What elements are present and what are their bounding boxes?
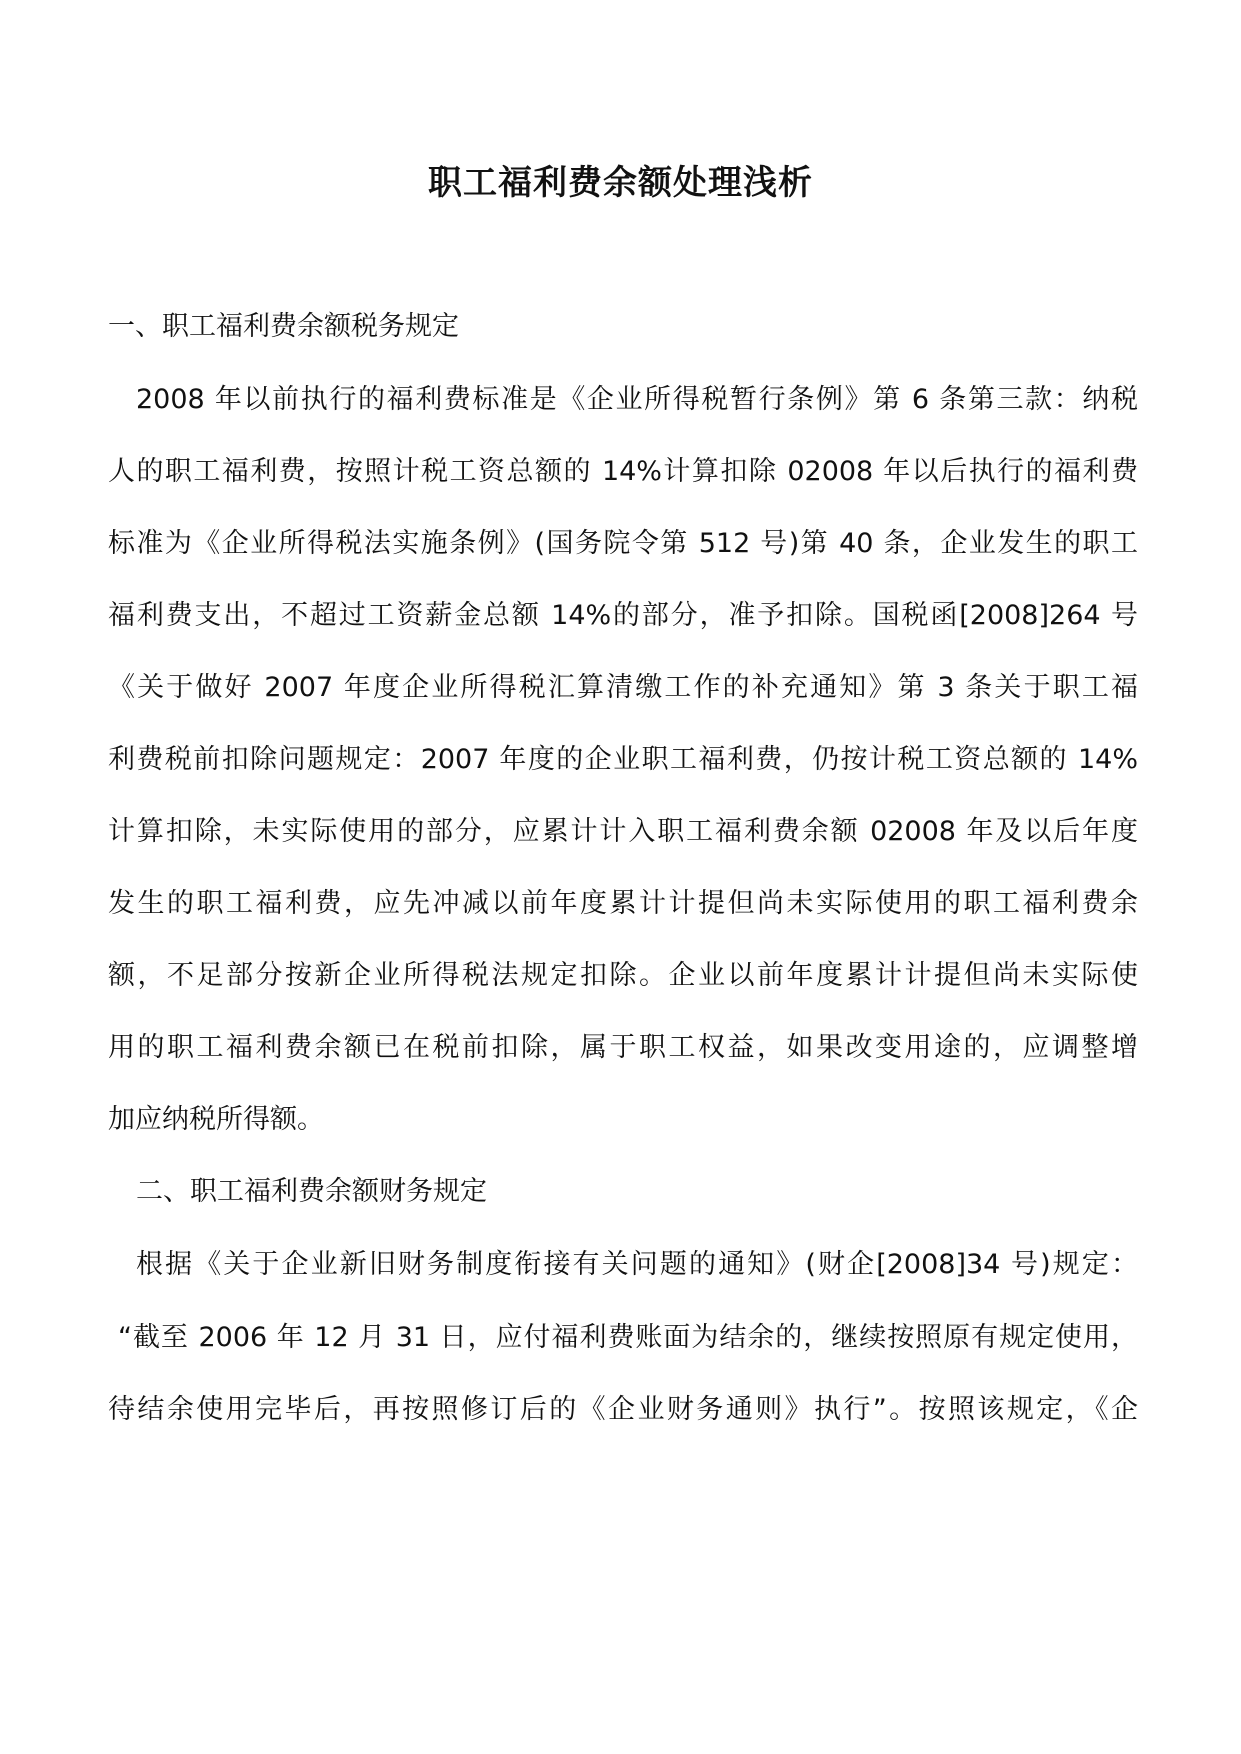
- section-1-line-4: 福利费支出，不超过工资薪金总额 14%的部分，准予扣除。国税函[2008]264 号: [108, 600, 1138, 631]
- section-1-line-5: 《关于做好 2007 年度企业所得税汇算清缴工作的补充通知》第 3 条关于职工福: [108, 672, 1138, 703]
- section-1-heading: 一、职工福利费余额税务规定: [108, 311, 459, 342]
- section-1-line-10: 用的职工福利费余额已在税前扣除，属于职工权益，如果改变用途的，应调整增: [108, 1032, 1138, 1063]
- section-1-line-1: 2008 年以前执行的福利费标准是《企业所得税暂行条例》第 6 条第三款：纳税: [136, 384, 1138, 415]
- section-1-line-9: 额，不足部分按新企业所得税法规定扣除。企业以前年度累计计提但尚未实际使: [108, 960, 1138, 991]
- section-1-line-2: 人的职工福利费，按照计税工资总额的 14%计算扣除 02008 年以后执行的福利费: [108, 456, 1138, 487]
- section-1-line-11: 加应纳税所得额。: [108, 1104, 324, 1135]
- document-title: 职工福利费余额处理浅析: [428, 163, 813, 203]
- section-2-line-3: 待结余使用完毕后，再按照修订后的《企业财务通则》执行”。按照该规定，《企: [108, 1394, 1138, 1425]
- section-1-line-8: 发生的职工福利费，应先冲减以前年度累计计提但尚未实际使用的职工福利费余: [108, 888, 1138, 919]
- section-2-heading: 二、职工福利费余额财务规定: [136, 1176, 487, 1207]
- section-1-line-3: 标准为《企业所得税法实施条例》(国务院令第 512 号)第 40 条，企业发生的职工: [108, 528, 1138, 559]
- section-2-line-2: “截至 2006 年 12 月 31 日，应付福利费账面为结余的，继续按照原有规定使用，: [118, 1322, 1138, 1353]
- section-1-line-6: 利费税前扣除问题规定：2007 年度的企业职工福利费，仍按计税工资总额的 14%: [108, 744, 1138, 775]
- section-2-line-1: 根据《关于企业新旧财务制度衔接有关问题的通知》(财企[2008]34 号)规定：: [136, 1249, 1138, 1280]
- section-1-line-7: 计算扣除，未实际使用的部分，应累计计入职工福利费余额 02008 年及以后年度: [108, 816, 1138, 847]
